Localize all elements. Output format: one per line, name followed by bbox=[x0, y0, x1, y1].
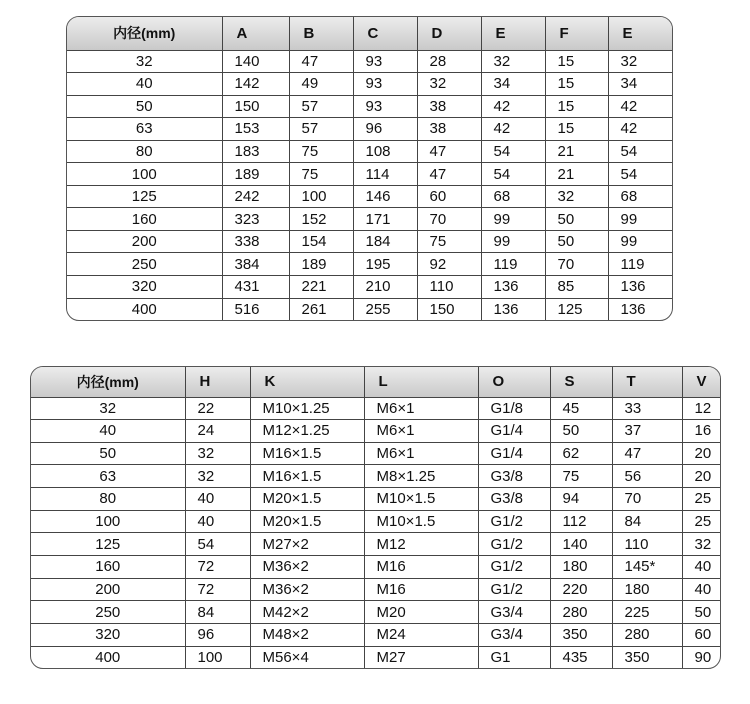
table-cell: 38 bbox=[417, 95, 481, 118]
table-cell: M8×1.25 bbox=[364, 465, 478, 488]
table-row bbox=[67, 185, 672, 208]
table-cell: M16 bbox=[364, 555, 478, 578]
table-cell: M16×1.5 bbox=[250, 442, 364, 465]
table-row bbox=[67, 140, 672, 163]
table-cell: M24 bbox=[364, 623, 478, 646]
table-cell: 80 bbox=[67, 140, 222, 163]
table-cell: 56 bbox=[612, 465, 682, 488]
table-cell: 70 bbox=[612, 488, 682, 511]
column-header: O bbox=[478, 367, 550, 397]
column-header: E bbox=[608, 17, 672, 50]
table-row bbox=[67, 95, 672, 118]
column-header: H bbox=[185, 367, 250, 397]
table-cell: 384 bbox=[222, 253, 289, 276]
table-cell: 93 bbox=[353, 50, 417, 73]
table-cell: 54 bbox=[481, 163, 545, 186]
table-cell: G3/8 bbox=[478, 488, 550, 511]
table-cell: 60 bbox=[682, 623, 720, 646]
table-cell: 34 bbox=[481, 73, 545, 96]
table-cell: G1/2 bbox=[478, 555, 550, 578]
table-cell: 47 bbox=[417, 140, 481, 163]
table-cell: M16×1.5 bbox=[250, 465, 364, 488]
table-cell: 100 bbox=[289, 185, 353, 208]
table-row bbox=[31, 420, 720, 443]
table-cell: 40 bbox=[682, 555, 720, 578]
table-row bbox=[31, 533, 720, 556]
column-header: S bbox=[550, 367, 612, 397]
table-cell: 54 bbox=[481, 140, 545, 163]
table-row bbox=[31, 510, 720, 533]
table-cell: 280 bbox=[550, 601, 612, 624]
table-cell: M20 bbox=[364, 601, 478, 624]
table-row bbox=[67, 163, 672, 186]
table-cell: 75 bbox=[289, 140, 353, 163]
table-row bbox=[31, 465, 720, 488]
table-cell: 70 bbox=[417, 208, 481, 231]
table-row bbox=[67, 298, 672, 320]
table-cell: 47 bbox=[612, 442, 682, 465]
table-cell: 47 bbox=[289, 50, 353, 73]
table-cell: 140 bbox=[222, 50, 289, 73]
table-cell: M27×2 bbox=[250, 533, 364, 556]
table-cell: 136 bbox=[620, 300, 646, 318]
table-cell: 250 bbox=[31, 601, 185, 624]
table-cell: 280 bbox=[612, 623, 682, 646]
table-cell: 154 bbox=[289, 230, 353, 253]
table-cell: 42 bbox=[481, 118, 545, 141]
table-cell: 15 bbox=[545, 95, 608, 118]
table-cell: 400 bbox=[31, 646, 185, 668]
table-cell: 96 bbox=[185, 623, 250, 646]
table-cell: M48×2 bbox=[250, 623, 364, 646]
table-cell: 142 bbox=[222, 73, 289, 96]
table-row bbox=[67, 208, 672, 231]
table-cell: 50 bbox=[31, 442, 185, 465]
table-cell: M10×1.5 bbox=[364, 510, 478, 533]
table-cell: 47 bbox=[417, 163, 481, 186]
table-cell: 125 bbox=[31, 533, 185, 556]
table-cell: 50 bbox=[550, 420, 612, 443]
table-cell: 171 bbox=[353, 208, 417, 231]
table-row bbox=[67, 50, 672, 73]
table-cell: 119 bbox=[481, 253, 545, 276]
table-cell: 516 bbox=[222, 298, 289, 320]
table-cell: 62 bbox=[550, 442, 612, 465]
table-cell: 99 bbox=[608, 230, 672, 253]
table-cell: 225 bbox=[612, 601, 682, 624]
table-cell: M12 bbox=[364, 533, 478, 556]
table-cell: 140 bbox=[550, 533, 612, 556]
table-cell: 150 bbox=[222, 95, 289, 118]
table-cell: 32 bbox=[31, 397, 185, 420]
table-cell: 125 bbox=[545, 298, 608, 320]
table-cell: 57 bbox=[289, 118, 353, 141]
table-cell: G1 bbox=[478, 646, 550, 668]
table-cell: 114 bbox=[353, 163, 417, 186]
table-cell: 125 bbox=[67, 185, 222, 208]
table-row bbox=[31, 623, 720, 646]
table-cell: 180 bbox=[550, 555, 612, 578]
table-cell: 108 bbox=[353, 140, 417, 163]
table-cell: 136 bbox=[481, 275, 545, 298]
table-cell: 38 bbox=[417, 118, 481, 141]
table-cell: M6×1 bbox=[364, 442, 478, 465]
table-cell: 40 bbox=[185, 488, 250, 511]
table-cell: 435 bbox=[550, 646, 612, 668]
table-cell: 99 bbox=[608, 208, 672, 231]
table-cell: M20×1.5 bbox=[250, 488, 364, 511]
column-header: C bbox=[353, 17, 417, 50]
table-cell: 221 bbox=[289, 275, 353, 298]
table-cell: 72 bbox=[185, 555, 250, 578]
table-cell: 99 bbox=[481, 230, 545, 253]
dimension-table-1 bbox=[66, 16, 673, 321]
table-cell: 100 bbox=[31, 510, 185, 533]
table-cell: 42 bbox=[608, 118, 672, 141]
table-cell: 25 bbox=[682, 488, 720, 511]
table-cell: 54 bbox=[608, 140, 672, 163]
table-cell: 20 bbox=[682, 465, 720, 488]
table-cell: 110 bbox=[417, 275, 481, 298]
table-cell: 32 bbox=[481, 50, 545, 73]
table-cell: 92 bbox=[417, 253, 481, 276]
table-cell: 68 bbox=[481, 185, 545, 208]
table-cell: 110 bbox=[612, 533, 682, 556]
table-cell: 160 bbox=[67, 208, 222, 231]
table-cell: 136 bbox=[481, 298, 545, 320]
table-cell: 75 bbox=[417, 230, 481, 253]
column-header: A bbox=[222, 17, 289, 50]
table-cell: 255 bbox=[353, 298, 417, 320]
table-cell: 33 bbox=[612, 397, 682, 420]
table-cell: 100 bbox=[67, 163, 222, 186]
table-cell: 40 bbox=[31, 420, 185, 443]
table-cell: 22 bbox=[185, 397, 250, 420]
table-cell: 146 bbox=[353, 185, 417, 208]
table-cell: 32 bbox=[682, 533, 720, 556]
table-cell: 220 bbox=[550, 578, 612, 601]
table-cell: G1/4 bbox=[478, 420, 550, 443]
table-cell: 32 bbox=[608, 50, 672, 73]
table-row bbox=[67, 73, 672, 96]
table-cell: 32 bbox=[545, 185, 608, 208]
table-row bbox=[31, 488, 720, 511]
column-header: L bbox=[364, 367, 478, 397]
table-cell: M27 bbox=[364, 646, 478, 668]
table-header-row bbox=[67, 17, 672, 50]
table-row bbox=[31, 397, 720, 420]
table-cell: 320 bbox=[31, 623, 185, 646]
table-cell: 242 bbox=[222, 185, 289, 208]
table-cell: M16 bbox=[364, 578, 478, 601]
table-cell: G1/2 bbox=[478, 533, 550, 556]
column-header: F bbox=[545, 17, 608, 50]
table-cell: 85 bbox=[545, 275, 608, 298]
table-cell: 84 bbox=[612, 510, 682, 533]
table-cell: 21 bbox=[545, 140, 608, 163]
table-row bbox=[31, 442, 720, 465]
table-cell: 21 bbox=[545, 163, 608, 186]
table-cell: 72 bbox=[185, 578, 250, 601]
table-cell: 24 bbox=[185, 420, 250, 443]
table-cell: M6×1 bbox=[364, 420, 478, 443]
column-header: E bbox=[481, 17, 545, 50]
table-row bbox=[31, 601, 720, 624]
table-cell: M42×2 bbox=[250, 601, 364, 624]
table-cell: M12×1.25 bbox=[250, 420, 364, 443]
table-cell: 40 bbox=[682, 578, 720, 601]
table-cell: 75 bbox=[550, 465, 612, 488]
table-cell: 49 bbox=[289, 73, 353, 96]
table-cell: 16 bbox=[682, 420, 720, 443]
column-header: K bbox=[250, 367, 364, 397]
table-cell: M20×1.5 bbox=[250, 510, 364, 533]
table-cell: G1/2 bbox=[478, 510, 550, 533]
table-cell: 32 bbox=[185, 465, 250, 488]
table-cell: 15 bbox=[545, 50, 608, 73]
table-cell: 12 bbox=[682, 397, 720, 420]
table-cell: 93 bbox=[353, 73, 417, 96]
table-cell: 145* bbox=[612, 555, 682, 578]
table-cell: 350 bbox=[550, 623, 612, 646]
table-cell: 70 bbox=[545, 253, 608, 276]
table-cell: 183 bbox=[222, 140, 289, 163]
table-cell: 431 bbox=[222, 275, 289, 298]
table-cell: 75 bbox=[289, 163, 353, 186]
table-cell: 189 bbox=[289, 253, 353, 276]
table-cell: 96 bbox=[353, 118, 417, 141]
table-row bbox=[31, 578, 720, 601]
table-cell: M36×2 bbox=[250, 555, 364, 578]
table-cell: M36×2 bbox=[250, 578, 364, 601]
table-cell: 350 bbox=[612, 646, 682, 668]
table-cell: 400 bbox=[67, 298, 222, 320]
table-cell: 32 bbox=[417, 73, 481, 96]
table-cell: G3/4 bbox=[478, 623, 550, 646]
column-header: B bbox=[289, 17, 353, 50]
table-cell: 93 bbox=[353, 95, 417, 118]
table-cell: 32 bbox=[67, 50, 222, 73]
table-row bbox=[67, 275, 672, 298]
table-cell: 20 bbox=[682, 442, 720, 465]
table-cell: 99 bbox=[481, 208, 545, 231]
table-cell: 54 bbox=[185, 533, 250, 556]
dimension-table-1-grid bbox=[67, 17, 672, 320]
table-cell: 200 bbox=[67, 230, 222, 253]
table-cell: 200 bbox=[31, 578, 185, 601]
table-cell: 60 bbox=[417, 185, 481, 208]
table-header-row bbox=[31, 367, 720, 397]
table-cell: 15 bbox=[545, 73, 608, 96]
table-cell: G1/8 bbox=[478, 397, 550, 420]
table-cell: 150 bbox=[417, 298, 481, 320]
table-cell: 100 bbox=[185, 646, 250, 668]
dimension-table-2 bbox=[30, 366, 721, 669]
table-cell: 50 bbox=[545, 230, 608, 253]
table-cell: 94 bbox=[550, 488, 612, 511]
table-cell: 338 bbox=[222, 230, 289, 253]
table-cell: 37 bbox=[612, 420, 682, 443]
table-cell: 50 bbox=[682, 601, 720, 624]
table-cell: 136 bbox=[608, 275, 672, 298]
column-header: T bbox=[612, 367, 682, 397]
table-cell: M6×1 bbox=[364, 397, 478, 420]
table-cell: 160 bbox=[31, 555, 185, 578]
table-cell: 250 bbox=[67, 253, 222, 276]
column-header: D bbox=[417, 17, 481, 50]
table-cell: 68 bbox=[608, 185, 672, 208]
table-cell: 80 bbox=[31, 488, 185, 511]
table-cell: G1/4 bbox=[478, 442, 550, 465]
table-cell: 63 bbox=[67, 118, 222, 141]
table-row bbox=[31, 555, 720, 578]
table-cell: 152 bbox=[289, 208, 353, 231]
table-cell: G3/8 bbox=[478, 465, 550, 488]
table-cell: 42 bbox=[608, 95, 672, 118]
table-cell: 112 bbox=[550, 510, 612, 533]
table-cell: 189 bbox=[222, 163, 289, 186]
table-cell: M56×4 bbox=[250, 646, 364, 668]
table-row bbox=[67, 253, 672, 276]
table-cell: 320 bbox=[67, 275, 222, 298]
table-cell: M10×1.5 bbox=[364, 488, 478, 511]
table-cell: 34 bbox=[608, 73, 672, 96]
table-cell: 63 bbox=[31, 465, 185, 488]
table-cell: 323 bbox=[222, 208, 289, 231]
table-cell: 50 bbox=[67, 95, 222, 118]
table-cell: 50 bbox=[545, 208, 608, 231]
table-cell: 57 bbox=[289, 95, 353, 118]
table-cell: 153 bbox=[222, 118, 289, 141]
table-cell: 119 bbox=[608, 253, 672, 276]
column-header: 内径(mm) bbox=[67, 17, 222, 50]
table-row bbox=[67, 118, 672, 141]
table-cell: 32 bbox=[185, 442, 250, 465]
table-cell: 180 bbox=[612, 578, 682, 601]
table-cell: 45 bbox=[550, 397, 612, 420]
table-cell: 15 bbox=[545, 118, 608, 141]
table-cell: M10×1.25 bbox=[250, 397, 364, 420]
table-cell: G1/2 bbox=[478, 578, 550, 601]
table-cell: 42 bbox=[481, 95, 545, 118]
dimension-table-2-grid bbox=[31, 367, 720, 668]
table-cell: 90 bbox=[694, 648, 712, 666]
table-row bbox=[31, 646, 720, 668]
table-cell: 84 bbox=[185, 601, 250, 624]
table-cell: 54 bbox=[608, 163, 672, 186]
table-cell: 210 bbox=[353, 275, 417, 298]
table-cell: 184 bbox=[353, 230, 417, 253]
table-cell: G3/4 bbox=[478, 601, 550, 624]
table-cell: 261 bbox=[289, 298, 353, 320]
column-header: 内径(mm) bbox=[31, 367, 185, 397]
table-cell: 40 bbox=[185, 510, 250, 533]
table-cell: 195 bbox=[353, 253, 417, 276]
table-cell: 28 bbox=[417, 50, 481, 73]
table-cell: 25 bbox=[682, 510, 720, 533]
table-cell: 40 bbox=[67, 73, 222, 96]
column-header: V bbox=[682, 367, 720, 397]
table-row bbox=[67, 230, 672, 253]
